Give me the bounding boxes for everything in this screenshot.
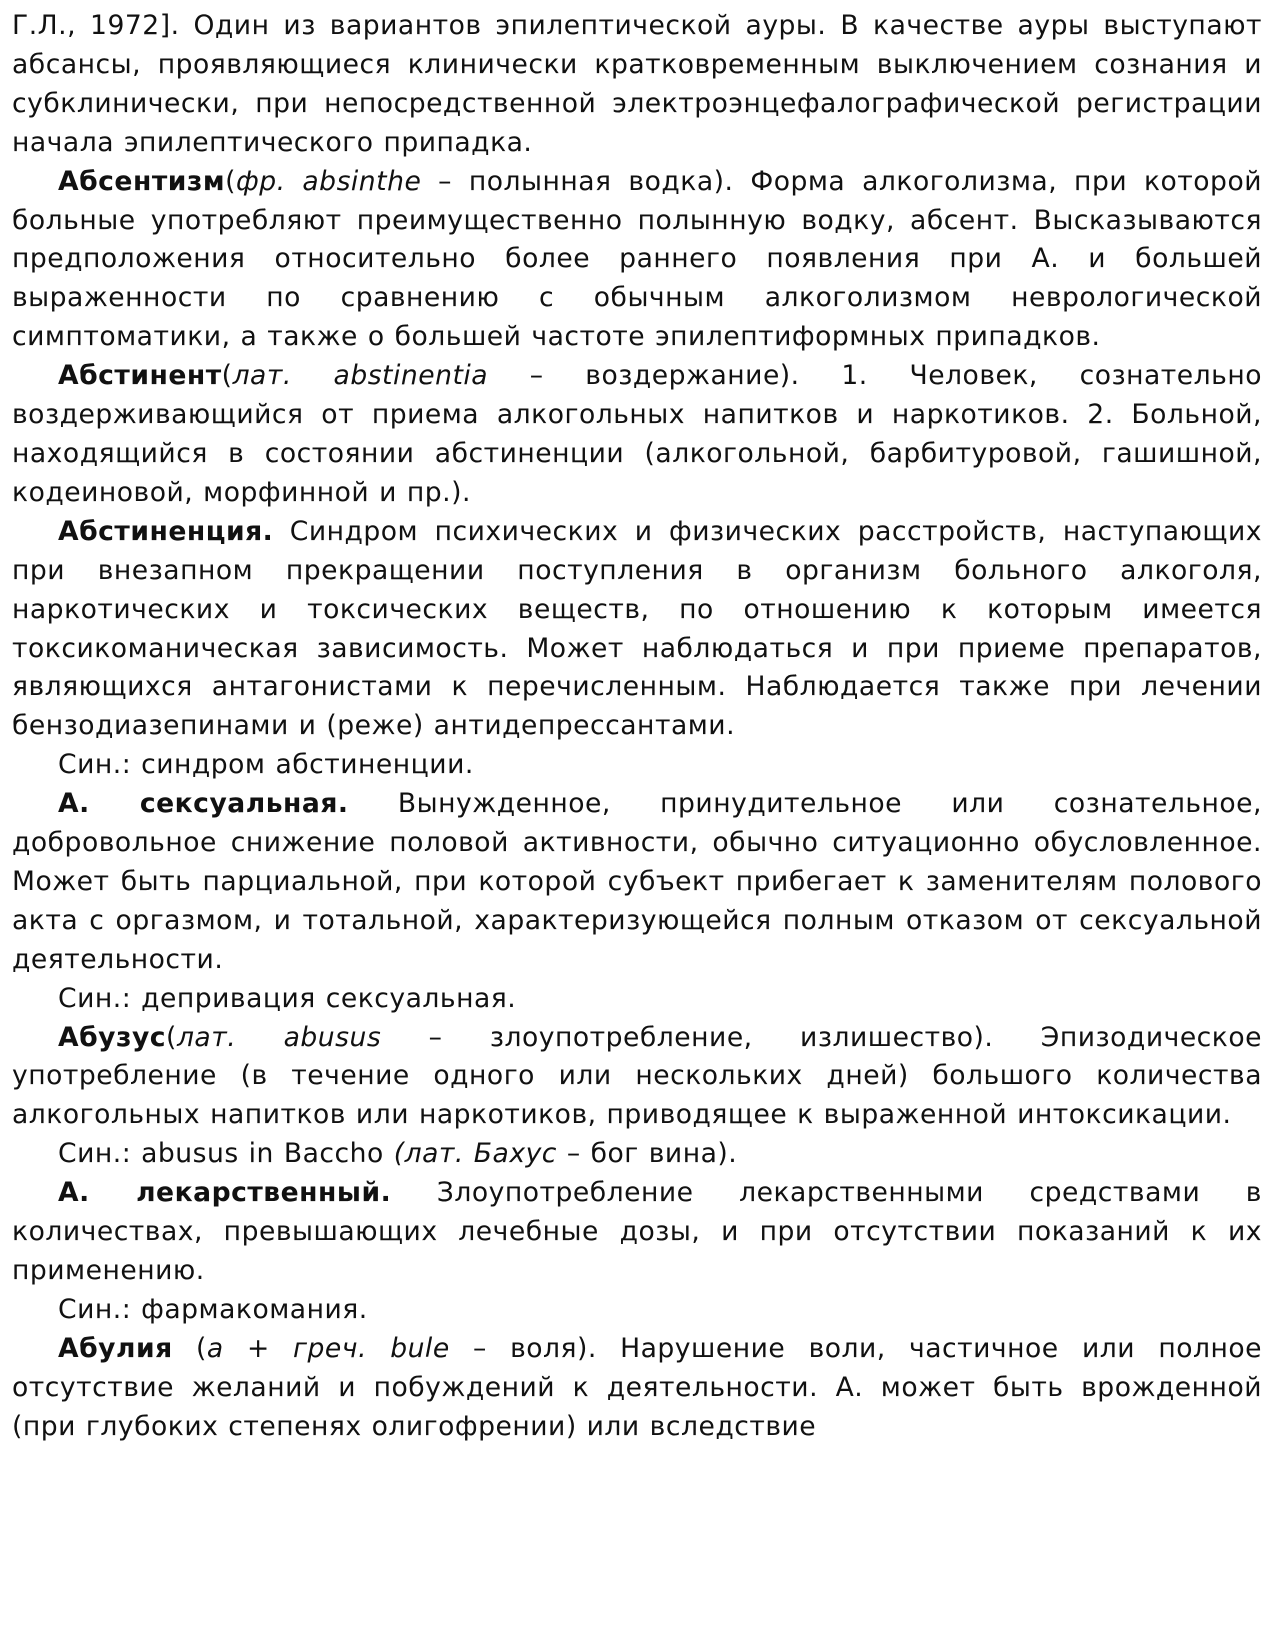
entry-definition: Вынужденное, принудительное или сознательное, добровольное снижение половой активности, обычно ситуационно обусловленное. Может быть парциальной, при которой субъект прибегает к заменителям полового акта с оргазмом, и тотальной, характеризующейся полным отказом от сексуальной деятельности.: [12, 788, 1262, 975]
entry-a-seksualnaya: [12, 785, 1262, 980]
etymology: лат. abstinentia: [232, 360, 489, 392]
etymology: лат. abusus: [176, 1021, 382, 1053]
entry-a-lekarstvennyy: [12, 1174, 1262, 1291]
entry-definition: Эпизодическое употребление (в течение одного или нескольких дней) большого количества алкогольных напитков или наркотиков, приводящее к выраженной интоксикации.: [12, 1021, 1262, 1131]
entry-definition: Нарушение воли, частичное или полное отсутствие желаний и побуждений к деятельности. А. может быть врожденной (при глубоких степенях олигофрении) или вследствие: [12, 1332, 1262, 1442]
entry-absentizm: [12, 163, 1262, 358]
entry-term: Абузус: [58, 1021, 167, 1053]
synonym-line: [12, 746, 1262, 785]
entry-term: А. лекарственный.: [58, 1177, 392, 1209]
entry-abuliya: [12, 1330, 1262, 1447]
synonym-line: [12, 1291, 1262, 1330]
synonym-text: Син.: депривация сексуальная.: [58, 982, 517, 1014]
entry-definition: 1. Человек, сознательно воздерживающийся от приема алкогольных напитков и наркотиков. 2. Больной, находящийся в состоянии абстиненции (алкогольной, барбитуровой, гашишной, кодеиновой, морфинной и пр.).: [12, 360, 1262, 508]
entry-abstinentsiya: [12, 513, 1262, 746]
synonym-line: [12, 1135, 1262, 1174]
etymology-rest: – воздержание).: [488, 360, 800, 392]
synonym-text: Син.: синдром абстиненции.: [58, 749, 474, 781]
entry-term: Абулия: [58, 1332, 173, 1364]
etymology-rest: – злоупотребление, излишество).: [381, 1021, 994, 1053]
synonym-prefix: Син.: abusus in Baccho: [58, 1138, 394, 1170]
etymology-rest: – полынная водка).: [421, 165, 734, 197]
etymology-open: (: [166, 1021, 177, 1053]
entry-abuzus: [12, 1019, 1262, 1136]
entry-definition: Синдром психических и физических расстройств, наступающих при внезапном прекращении поступления в организм больного алкоголя, наркотических и токсических веществ, по отношению к которым имеется токсикоманическая зависимость. Может наблюдаться и при приеме препаратов, являющихся антагонистами к перечисленным. Наблюдается также при лечении бензодиазепинами и (реже) антидепрессантами.: [12, 515, 1262, 742]
synonym-rest: – бог вина).: [556, 1138, 738, 1170]
entry-term: Абсентизм: [58, 165, 226, 197]
etymology-open: (: [225, 165, 236, 197]
synonym-etymology: (лат. Бахус: [393, 1138, 557, 1170]
synonym-line: [12, 980, 1262, 1019]
etymology-rest: – воля).: [449, 1332, 597, 1364]
etymology-open: (: [172, 1332, 207, 1364]
intro-text: Г.Л., 1972]. Один из вариантов эпилептической ауры. В качестве ауры выступают абсансы, проявляющиеся клинически кратковременным выключением сознания и субклинически, при непосредственной электроэнцефалографической регистрации начала эпилептического припадка.: [12, 10, 1262, 158]
etymology-open: (: [221, 360, 233, 392]
entry-abstinent: [12, 357, 1262, 513]
synonym-text: Син.: фармакомания.: [58, 1293, 368, 1325]
entry-term: Абстинент: [58, 360, 222, 392]
entry-definition: Злоупотребление лекарственными средствами в количествах, превышающих лечебные дозы, и при отсутствии показаний к их применению.: [12, 1177, 1262, 1286]
etymology: фр. absinthe: [235, 165, 422, 197]
entry-term: Абстиненция.: [58, 515, 274, 547]
entry-term: А. сексуальная.: [58, 788, 349, 820]
dictionary-page: [12, 7, 1262, 1447]
intro-paragraph: [12, 7, 1262, 163]
etymology: а + греч. bule: [206, 1332, 450, 1364]
entry-definition: Форма алкоголизма, при которой больные употребляют преимущественно полынную водку, абсент. Высказываются предположения относительно более раннего появления при А. и большей выраженности по сравнению с обычным алкоголизмом неврологической симптоматики, а также о большей частоте эпилептиформных припадков.: [12, 165, 1262, 353]
